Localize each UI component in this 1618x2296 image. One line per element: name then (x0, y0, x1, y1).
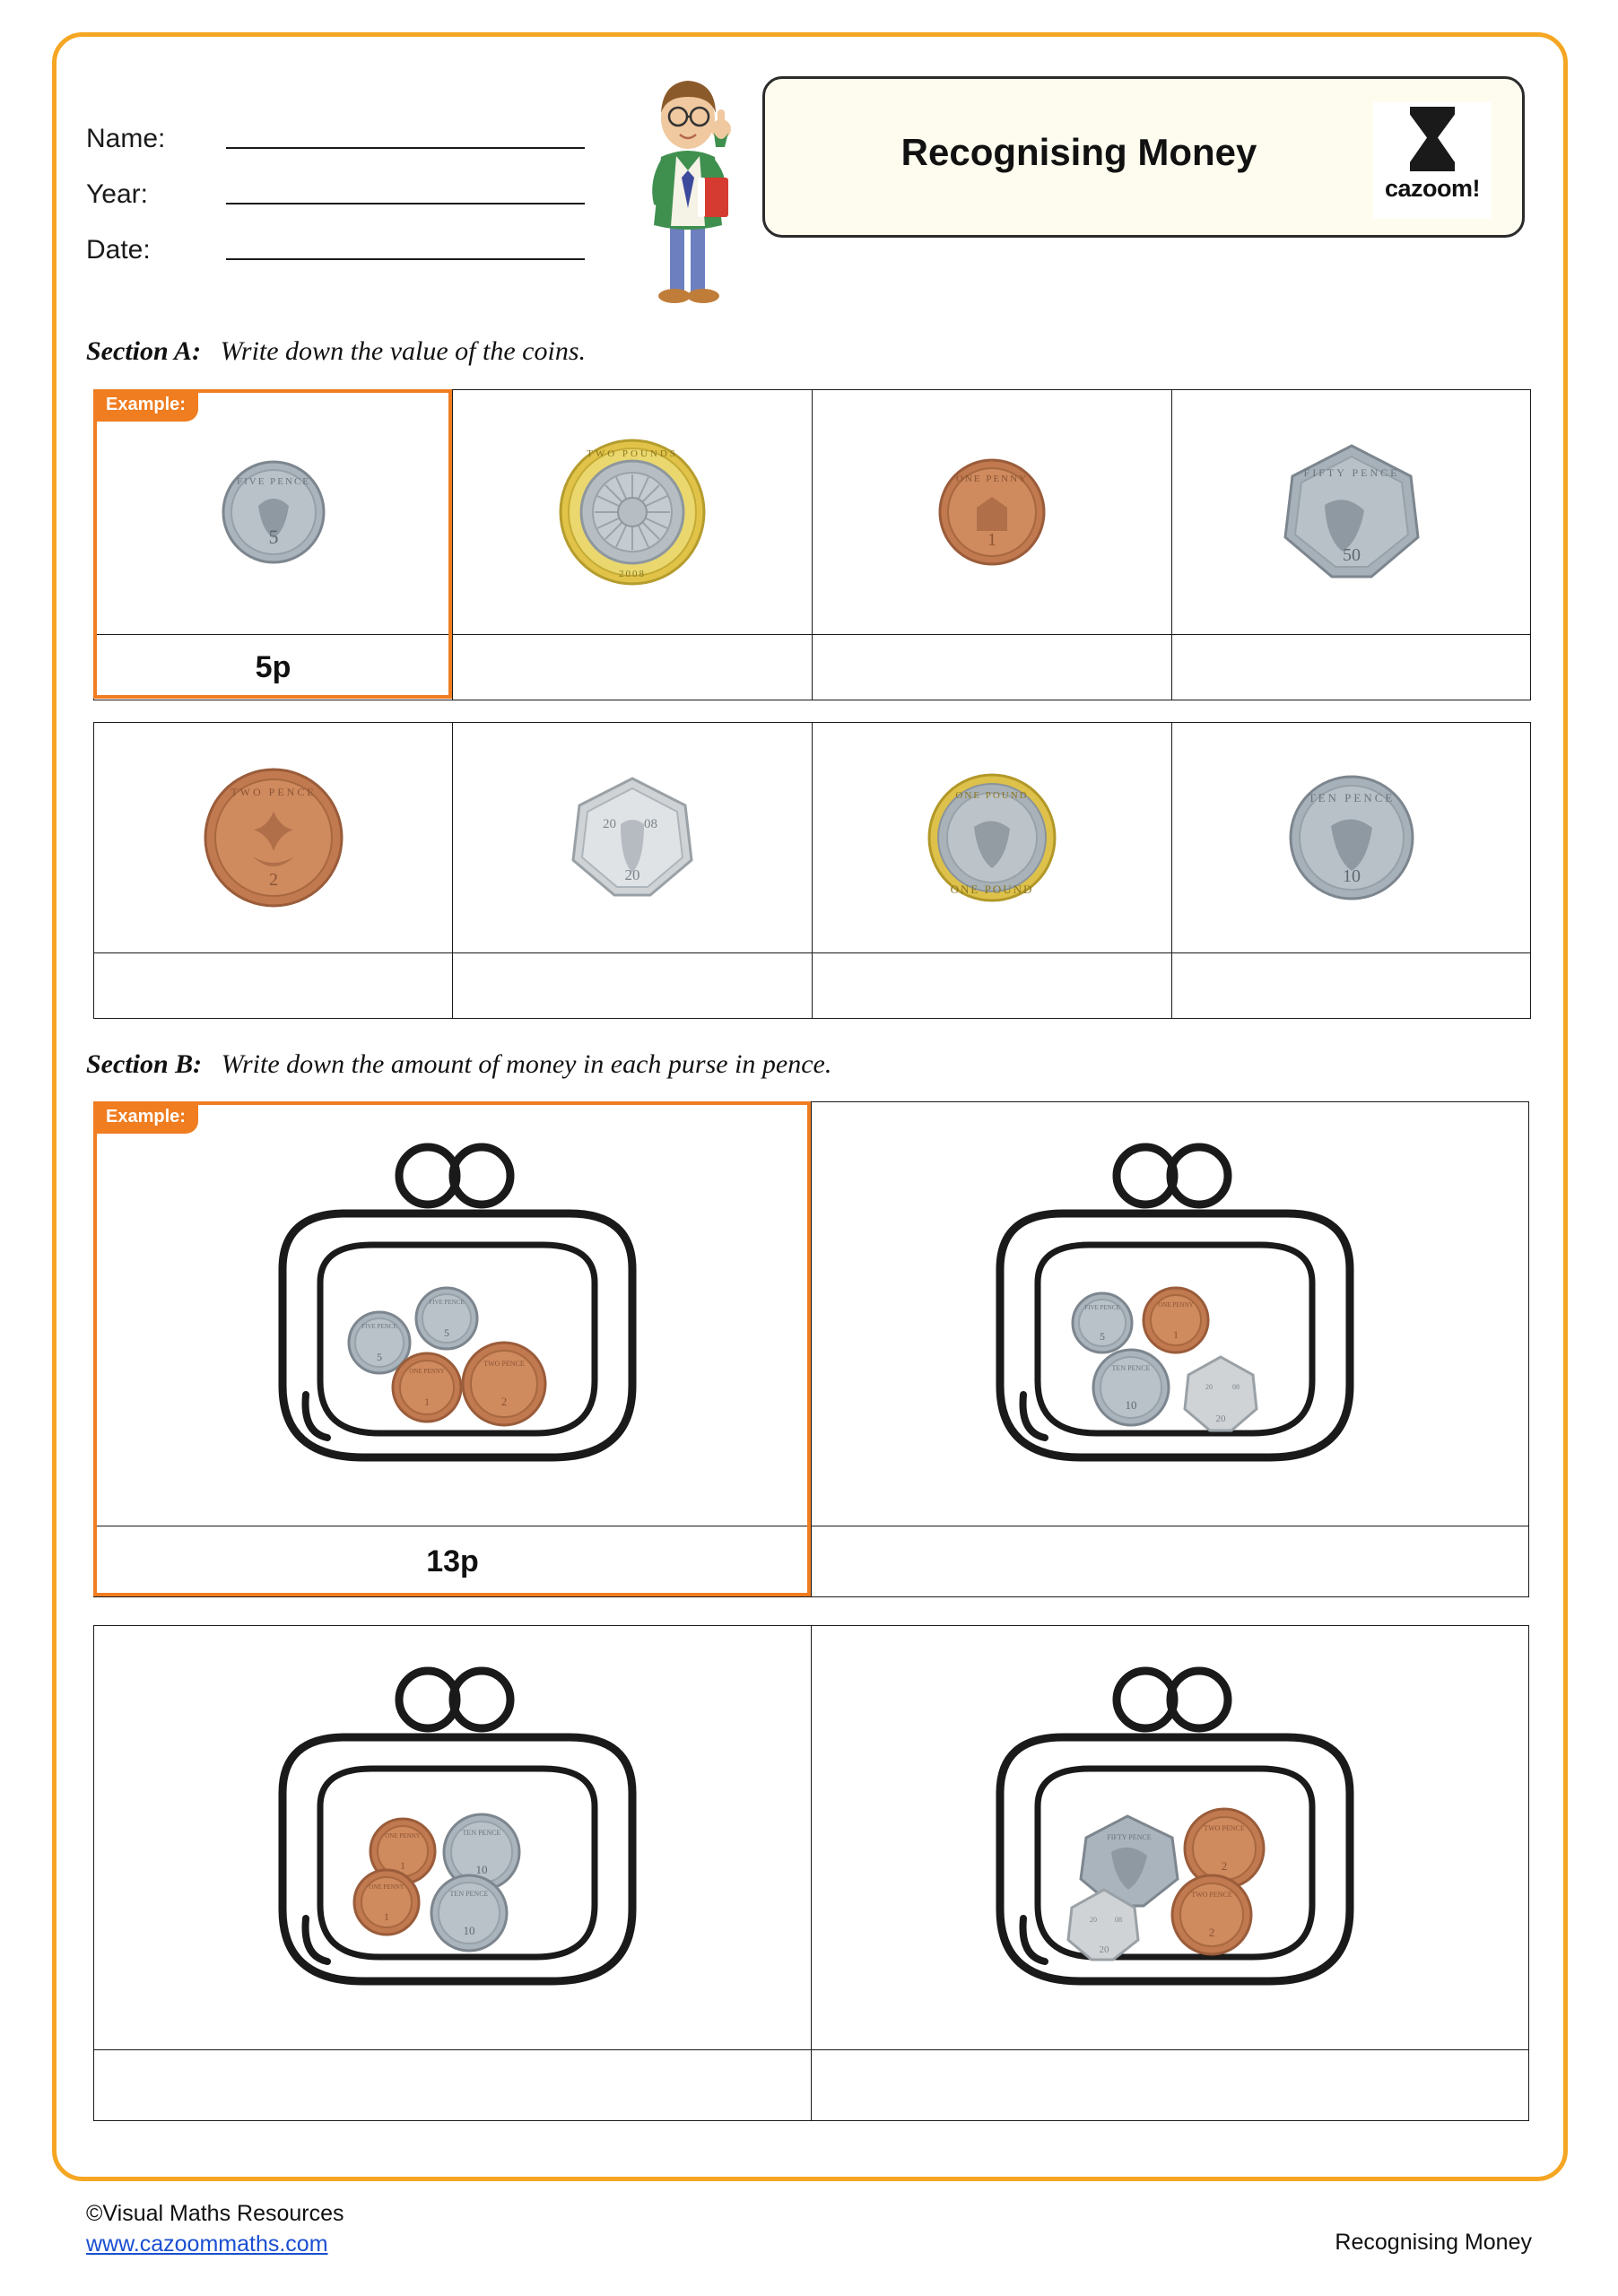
date-label: Date: (86, 235, 151, 265)
cazoom-logo (1373, 102, 1492, 219)
answer-cell-a1-3[interactable] (813, 635, 1172, 700)
date-input-line[interactable] (226, 228, 585, 260)
answer-cell-b4[interactable] (812, 2050, 1529, 2121)
answer-cell-b3[interactable] (94, 2050, 812, 2121)
section-b-row2-purses (94, 1626, 1529, 2050)
section-a-row1-coins (94, 390, 1531, 635)
section-a-instruction: Write down the value of the coins. (220, 336, 586, 366)
svg-text:1: 1 (383, 1910, 389, 1923)
svg-text:20: 20 (1205, 1383, 1213, 1391)
svg-text:10: 10 (463, 1924, 474, 1937)
svg-text:TWO PENCE: TWO PENCE (1203, 1824, 1245, 1832)
section-b-row1-purses (94, 1102, 1529, 1526)
svg-text:2: 2 (1221, 1859, 1227, 1873)
logo-label: cazoom! (1384, 175, 1481, 202)
date-field-row (86, 210, 624, 265)
section-a-row1-table (93, 389, 1531, 700)
svg-text:TWO POUNDS: TWO POUNDS (587, 448, 678, 459)
svg-text:2008: 2008 (619, 569, 646, 579)
answer-cell-a1-1[interactable]: 5p (94, 635, 453, 700)
section-b-row2-table (93, 1625, 1529, 2121)
svg-text:TWO PENCE: TWO PENCE (483, 1360, 525, 1368)
svg-text:ONE POUND: ONE POUND (955, 790, 1029, 801)
twenty-pence-coin (453, 774, 812, 901)
section-b-row1-answers (94, 1526, 1529, 1597)
svg-text:TWO PENCE: TWO PENCE (1190, 1891, 1232, 1899)
footer-left (86, 2199, 344, 2260)
svg-text:ONE PENNY: ONE PENNY (1157, 1301, 1194, 1309)
purse-3 (94, 1626, 811, 2049)
svg-text:20: 20 (1099, 1944, 1109, 1955)
svg-text:2: 2 (268, 870, 278, 890)
svg-text:2: 2 (500, 1395, 507, 1408)
svg-text:ONE PENNY: ONE PENNY (368, 1883, 404, 1891)
hourglass-icon (1410, 107, 1455, 171)
footer-right-label: Recognising Money (1335, 2230, 1532, 2255)
answer-cell-a2-2[interactable] (453, 953, 813, 1019)
year-label: Year: (86, 179, 148, 209)
section-a-row2-answers (94, 953, 1531, 1019)
name-label: Name: (86, 124, 166, 153)
page-title: Recognising Money (900, 131, 1257, 173)
student-info-fields (86, 99, 624, 265)
coin-cell-2p (94, 723, 453, 953)
svg-text:10: 10 (1125, 1398, 1136, 1412)
website-link[interactable]: www.cazoommaths.com (86, 2231, 328, 2257)
coin-cell-5p (94, 390, 453, 635)
answer-cell-b2[interactable] (812, 1526, 1529, 1597)
section-a-row2-coins (94, 723, 1531, 953)
two-pence-coin (94, 723, 452, 952)
svg-text:1: 1 (399, 1859, 405, 1872)
example-flag-a: Example: (93, 389, 198, 422)
section-b-row1-table (93, 1101, 1529, 1597)
worksheet-header (86, 63, 1530, 278)
svg-text:2: 2 (1208, 1926, 1214, 1939)
svg-text:08: 08 (1231, 1383, 1240, 1391)
answer-cell-a1-4[interactable] (1172, 635, 1531, 700)
name-field-row (86, 99, 624, 154)
purse-example (94, 1102, 811, 1526)
five-pence-coin (94, 390, 452, 634)
svg-text:20: 20 (624, 866, 640, 883)
purse-4 (812, 1658, 1528, 2017)
two-pound-coin (453, 435, 812, 589)
ten-pence-coin (1172, 770, 1530, 905)
section-b-label: Section B: (86, 1049, 203, 1079)
year-field-row (86, 154, 624, 210)
coin-cell-10p (1172, 723, 1531, 953)
svg-text:20: 20 (1089, 1916, 1097, 1924)
section-a-heading (86, 336, 586, 367)
coin-cell-1p (813, 390, 1172, 635)
svg-text:ONE PENNY: ONE PENNY (955, 474, 1029, 484)
answer-cell-a2-4[interactable] (1172, 953, 1531, 1019)
answer-cell-a2-3[interactable] (813, 953, 1172, 1019)
svg-text:08: 08 (644, 817, 657, 831)
svg-text:FIVE PENCE: FIVE PENCE (236, 476, 310, 487)
answer-cell-b1[interactable]: 13p (94, 1526, 812, 1597)
svg-text:20: 20 (1215, 1413, 1225, 1424)
svg-text:TWO PENCE: TWO PENCE (230, 786, 317, 798)
svg-text:5: 5 (443, 1326, 449, 1339)
answer-cell-a1-2[interactable] (453, 635, 813, 700)
svg-text:10: 10 (1342, 866, 1361, 886)
svg-text:TEN PENCE: TEN PENCE (1111, 1364, 1150, 1372)
purse-cell-4 (812, 1626, 1529, 2050)
svg-text:TEN PENCE: TEN PENCE (449, 1890, 488, 1898)
coin-cell-1pound (813, 723, 1172, 953)
coin-cell-50p (1172, 390, 1531, 635)
section-a-row2-table (93, 722, 1531, 1019)
purse-cell-2 (812, 1102, 1529, 1526)
svg-text:5: 5 (1099, 1330, 1105, 1343)
svg-text:FIVE PENCE: FIVE PENCE (361, 1323, 397, 1330)
svg-text:5: 5 (268, 526, 278, 548)
one-pound-coin (813, 770, 1171, 906)
coin-cell-20p (453, 723, 813, 953)
section-b-instruction: Write down the amount of money in each purse in pence. (221, 1049, 832, 1079)
svg-text:08: 08 (1114, 1916, 1122, 1924)
coin-cell-2pound (453, 390, 813, 635)
svg-text:FIFTY PENCE: FIFTY PENCE (1106, 1833, 1152, 1841)
answer-cell-a2-1[interactable] (94, 953, 453, 1019)
svg-text:TEN PENCE: TEN PENCE (462, 1829, 500, 1837)
svg-text:FIVE PENCE: FIVE PENCE (428, 1299, 465, 1306)
section-a-label: Section A: (86, 336, 202, 366)
teacher-illustration (621, 63, 755, 314)
svg-text:20: 20 (603, 817, 616, 831)
example-flag-b: Example: (93, 1101, 198, 1134)
svg-text:TEN PENCE: TEN PENCE (1308, 791, 1395, 804)
svg-text:5: 5 (376, 1351, 382, 1363)
svg-text:ONE PENNY: ONE PENNY (408, 1368, 445, 1375)
name-input-line[interactable] (226, 117, 585, 149)
section-b-heading (86, 1049, 831, 1080)
svg-text:1: 1 (1172, 1328, 1179, 1341)
svg-text:FIVE PENCE: FIVE PENCE (1083, 1304, 1120, 1311)
svg-text:ONE PENNY: ONE PENNY (384, 1832, 421, 1839)
one-penny-coin (813, 452, 1171, 572)
fifty-pence-coin (1172, 440, 1530, 584)
svg-text:FIFTY PENCE: FIFTY PENCE (1303, 466, 1399, 479)
purse-cell-example (94, 1102, 812, 1526)
svg-text:1: 1 (423, 1396, 430, 1408)
year-input-line[interactable] (226, 172, 585, 204)
svg-text:10: 10 (475, 1863, 487, 1876)
svg-text:50: 50 (1342, 545, 1361, 565)
copyright-text: ©Visual Maths Resources (86, 2201, 344, 2226)
section-a-row1-answers (94, 635, 1531, 700)
purse-2 (812, 1135, 1528, 1493)
svg-text:ONE POUND: ONE POUND (950, 883, 1034, 896)
purse-cell-3 (94, 1626, 812, 2050)
section-b-row2-answers (94, 2050, 1529, 2121)
title-box (762, 76, 1525, 238)
svg-text:1: 1 (987, 530, 996, 550)
